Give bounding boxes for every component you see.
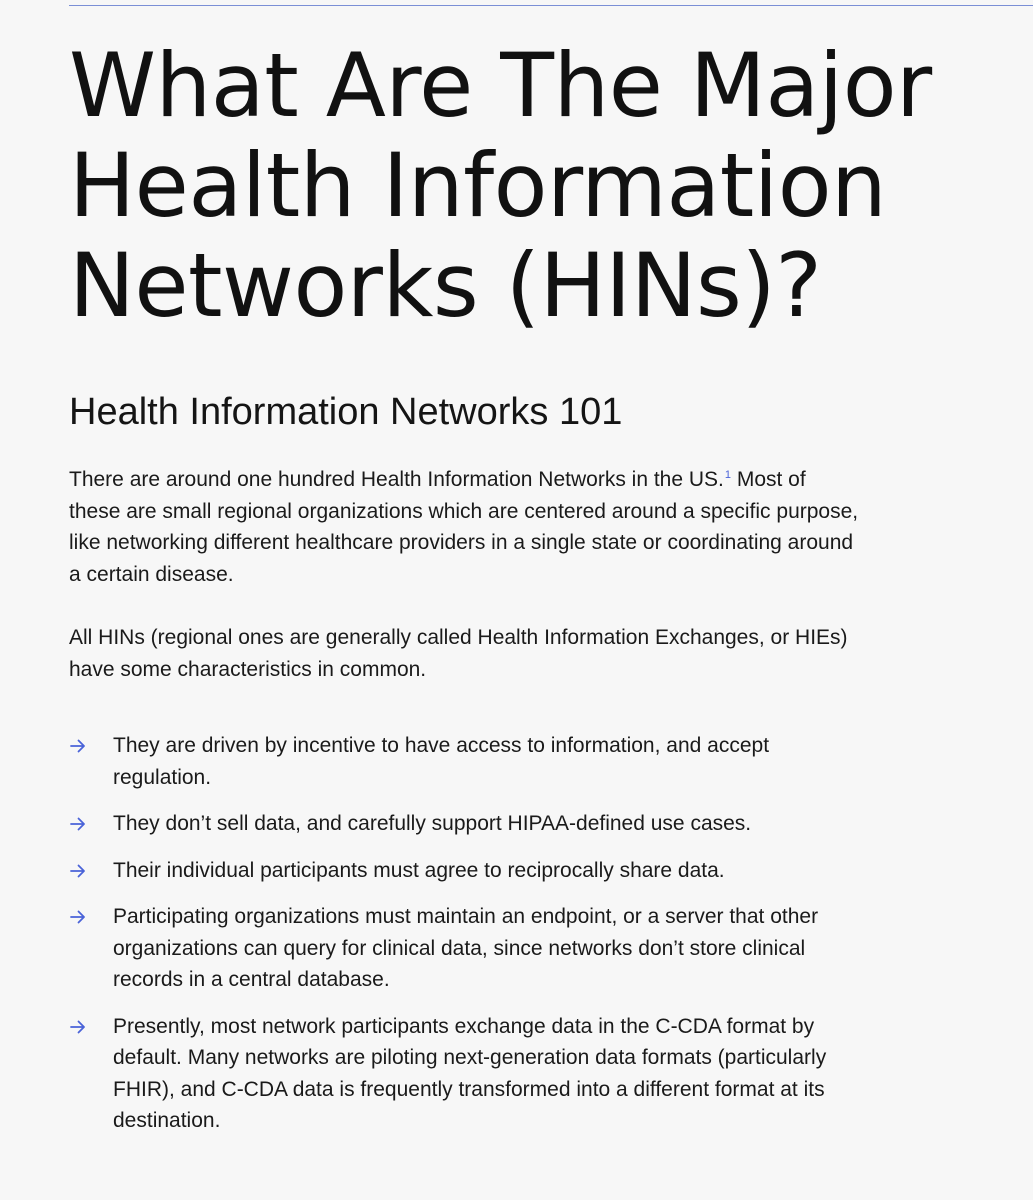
list-item — [69, 1011, 859, 1137]
list-item — [69, 855, 859, 887]
characteristics-list — [69, 730, 859, 1152]
arrow-right-icon — [69, 909, 87, 925]
list-item-text: They are driven by incentive to have access to information, and accept regulation. — [113, 734, 770, 789]
page-title-line-1: What Are The Major — [69, 34, 932, 137]
list-item — [69, 808, 859, 840]
arrow-right-icon — [69, 816, 87, 832]
characteristics-intro-paragraph: All HINs (regional ones are generally called Health Information Exchanges, or HIEs) have some characteristics in common. — [69, 626, 848, 681]
page-title-line-2: Health Information — [69, 134, 887, 237]
section-heading: Health Information Networks 101 — [69, 391, 623, 433]
list-item-text: Participating organizations must maintain an endpoint, or a server that other organizations can query for clinical data, since networks don’t store clinical records in a central database. — [113, 905, 819, 991]
article-content — [69, 34, 932, 1132]
footnote-link[interactable]: 1 — [724, 469, 731, 481]
intro-text-part-2: Most of these are small regional organizations which are centered around a specific purpose, like networking different healthcare providers in a single state or coordinating around a certain disease. — [69, 468, 859, 586]
page-title — [69, 34, 932, 337]
list-item — [69, 730, 859, 793]
list-item-text: They don’t sell data, and carefully support HIPAA-defined use cases. — [113, 812, 752, 835]
arrow-right-icon — [69, 863, 87, 879]
intro-text-part-1: There are around one hundred Health Information Networks in the US. — [69, 468, 724, 491]
arrow-right-icon — [69, 738, 87, 754]
list-item-text: Presently, most network participants exchange data in the C-CDA format by default. Many networks are piloting next-generation data formats (particularly FHIR), and C-CDA data is frequently transformed into a different format at its destination. — [113, 1014, 827, 1132]
list-item — [69, 901, 859, 996]
arrow-right-icon — [69, 1019, 87, 1035]
top-divider — [69, 5, 1033, 6]
list-item-text: Their individual participants must agree to reciprocally share data. — [113, 858, 725, 882]
intro-paragraph — [69, 464, 859, 590]
page-title-line-3: Networks (HINs)? — [69, 234, 822, 337]
